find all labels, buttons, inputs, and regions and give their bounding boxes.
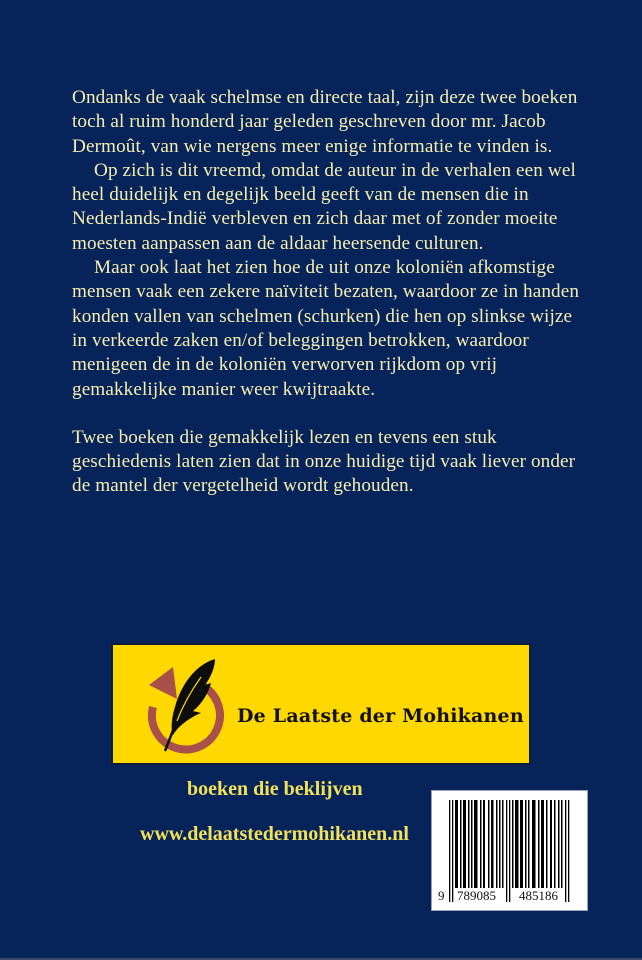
- barcode-icon: [432, 791, 589, 912]
- blurb-paragraph-1: Ondanks de vaak schelmse en directe taal, zijn deze twee boeken toch al ruim honderd jaar geleden geschreven door mr. Jacob Dermoût, van wie nergens meer enige informatie te vinden is.: [72, 87, 578, 157]
- publisher-name: De Laatste der Mohikanen: [237, 705, 524, 727]
- publisher-logo-box: [111, 643, 531, 765]
- isbn-barcode: [431, 790, 588, 911]
- blurb-text: [72, 86, 592, 499]
- publisher-website: www.delaatstedermohikanen.nl: [140, 823, 409, 845]
- barcode-digits-right: 485186: [519, 888, 558, 903]
- publisher-tagline: boeken die beklijven: [187, 778, 363, 800]
- barcode-digit-first: 9: [438, 888, 445, 903]
- barcode-digits-left: 789085: [457, 888, 496, 903]
- blurb-paragraph-2: Op zich is dit vreemd, omdat de auteur in de verhalen een wel heel duidelijk en degelijk beeld geeft van de mensen die in Nederlands-Indië verbleven en zich daar met of zonder moeite moesten aanpassen aan de aldaar heersende culturen.: [72, 159, 576, 254]
- circular-arrow-quill-icon: [135, 655, 235, 763]
- blurb-paragraph-3: Maar ook laat het zien hoe de uit onze koloniën afkomstige mensen vaak een zekere naïviteit bezaten, waardoor ze in handen konden vallen van schelmen (schurken) die hen op slinkse wijze in verkeerde zaken en/of beleggingen betrokken, waardoor menigeen de in de koloniën verworven rijkdom op vrij gemakkelijke manier weer kwijtraakte.: [72, 257, 580, 400]
- blurb-paragraph-4: Twee boeken die gemakkelijk lezen en tevens een stuk geschiedenis laten zien dat in onze huidige tijd vaak liever onder de mantel der vergetelheid wordt gehouden.: [72, 426, 576, 497]
